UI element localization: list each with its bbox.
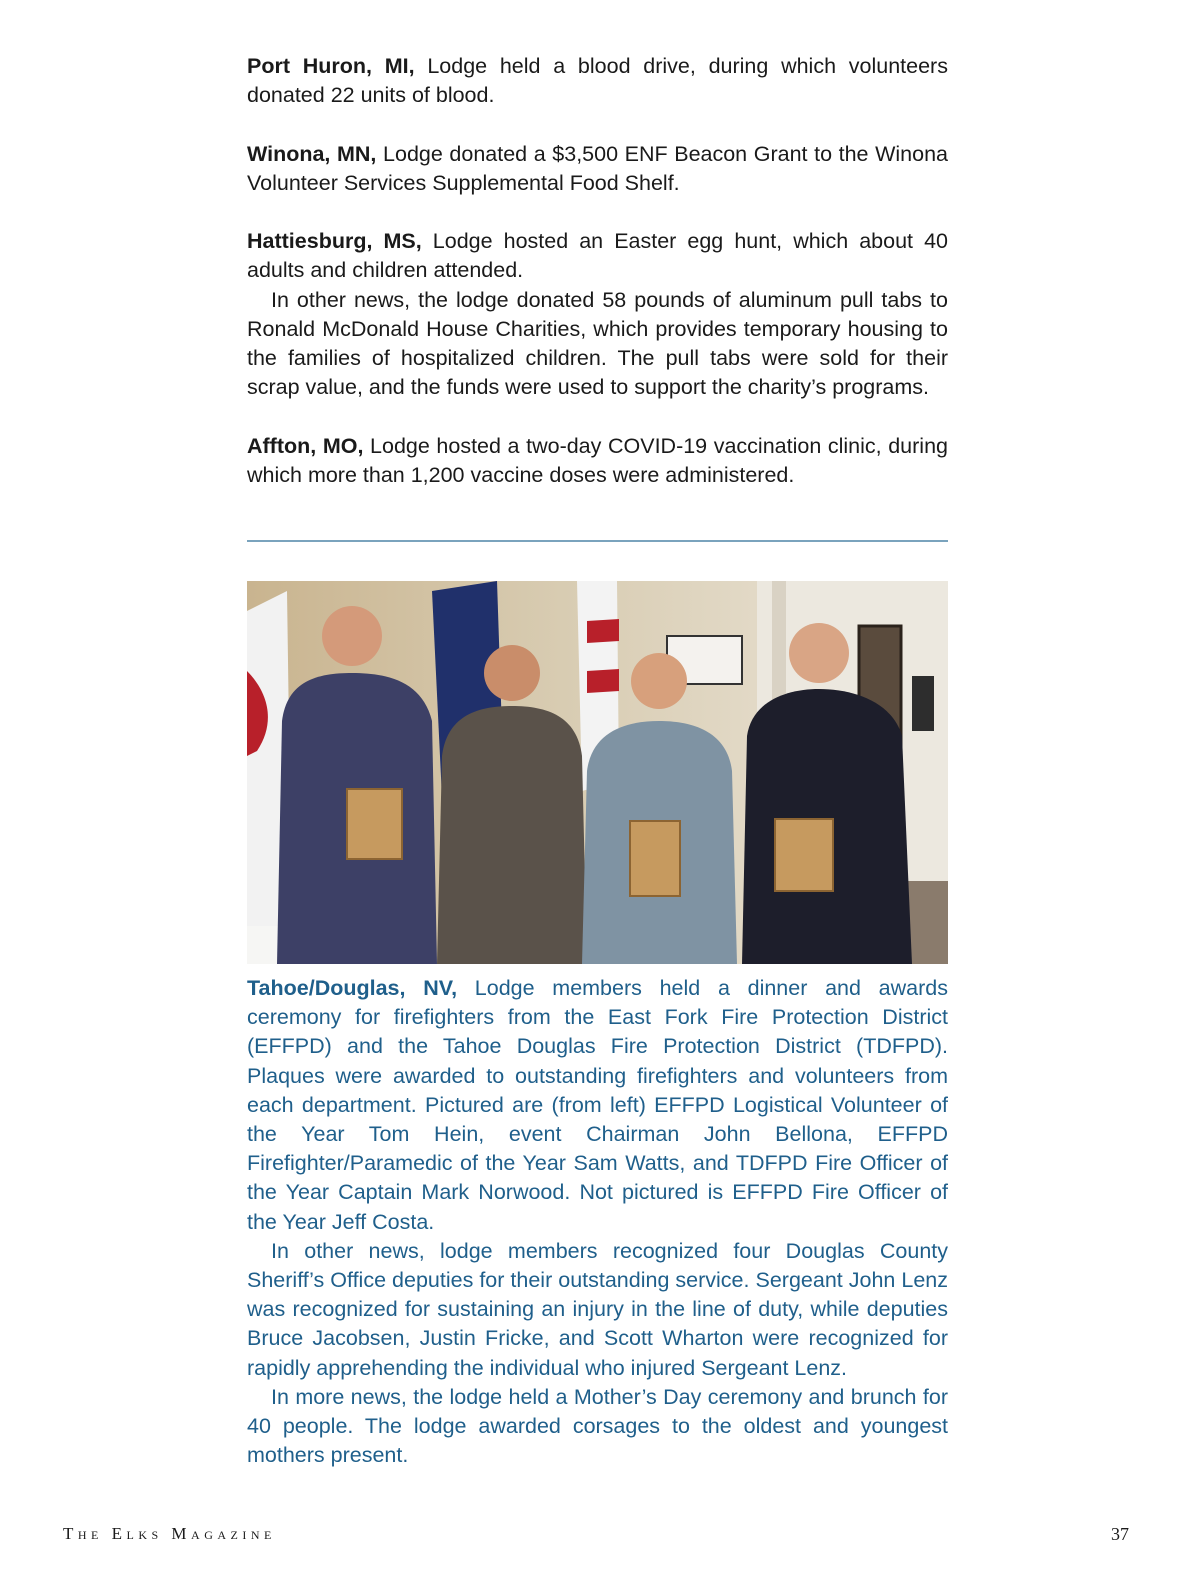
article-paragraph — [247, 52, 948, 110]
article-affton — [247, 432, 948, 490]
article-paragraph — [247, 227, 948, 285]
caption-lead: Tahoe/Douglas, NV, — [247, 976, 458, 1000]
caption-paragraph: In more news, the lodge held a Mother’s Day ceremony and brunch for 40 people. The lodge awarded corsages to the oldest and youngest mothers present. — [247, 1384, 948, 1468]
article-winona — [247, 140, 948, 198]
article-text: Lodge hosted an Easter egg hunt, which about 40 adults and children attended. — [247, 229, 948, 283]
article-lead: Hattiesburg, MS, — [247, 229, 422, 254]
award-photo-illustration — [247, 581, 948, 964]
caption-text: Lodge members held a dinner and awards ceremony for firefighters from the East Fork Fire Protection District (EFFPD) and the Tahoe Douglas Fire Protection District (TDFPD). Plaques were awarded to outstanding firefighters and volunteers from each department. Pictured are (from left) EFFPD Logistical Volunteer of the Year Tom Hein, event Chairman John Bellona, EFFPD Firefighter/Paramedic of the Year Sam Watts, and TDFPD Fire Officer of the Year Captain Mark Norwood. Not pictured is EFFPD Fire Officer of the Year Jeff Costa. — [247, 976, 948, 1234]
article-lead: Port Huron, MI, — [247, 54, 415, 78]
article-paragraph — [247, 432, 948, 490]
caption-paragraph: In other news, lodge members recognized four Douglas County Sheriff’s Office deputies for their outstanding service. Sergeant John Lenz was recognized for sustaining an injury in the line of duty, while deputies Bruce Jacobsen, Justin Fricke, and Scott Wharton were recognized for rapidly apprehending the individual who injured Sergeant Lenz. — [247, 1238, 948, 1380]
article-lead: Affton, MO, — [247, 433, 364, 458]
article-hattiesburg — [247, 227, 948, 402]
article-lead: Winona, MN, — [247, 141, 377, 166]
award-photo — [247, 581, 948, 964]
article-text: Lodge held a blood drive, during which volunteers donated 22 units of blood. — [247, 54, 948, 108]
caption-paragraph — [247, 974, 948, 1237]
photo-caption — [247, 974, 948, 1470]
article-text: Lodge hosted a two-day COVID-19 vaccination clinic, during which more than 1,200 vaccine doses were administered. — [247, 433, 948, 487]
article-column — [247, 52, 948, 519]
page-number: 37 — [1111, 1524, 1129, 1544]
article-paragraph: In other news, the lodge donated 58 pounds of aluminum pull tabs to Ronald McDonald House Charities, which provides temporary housing to the families of hospitalized children. The pull tabs were sold for their scrap value, and the funds were used to support the charity’s programs. — [247, 287, 948, 400]
publication-name: The Elks Magazine — [63, 1524, 276, 1543]
section-divider — [247, 540, 948, 542]
article-paragraph — [247, 140, 948, 198]
article-port-huron — [247, 52, 948, 110]
article-text: Lodge donated a $3,500 ENF Beacon Grant to the Winona Volunteer Services Supplemental Food Shelf. — [247, 141, 949, 195]
